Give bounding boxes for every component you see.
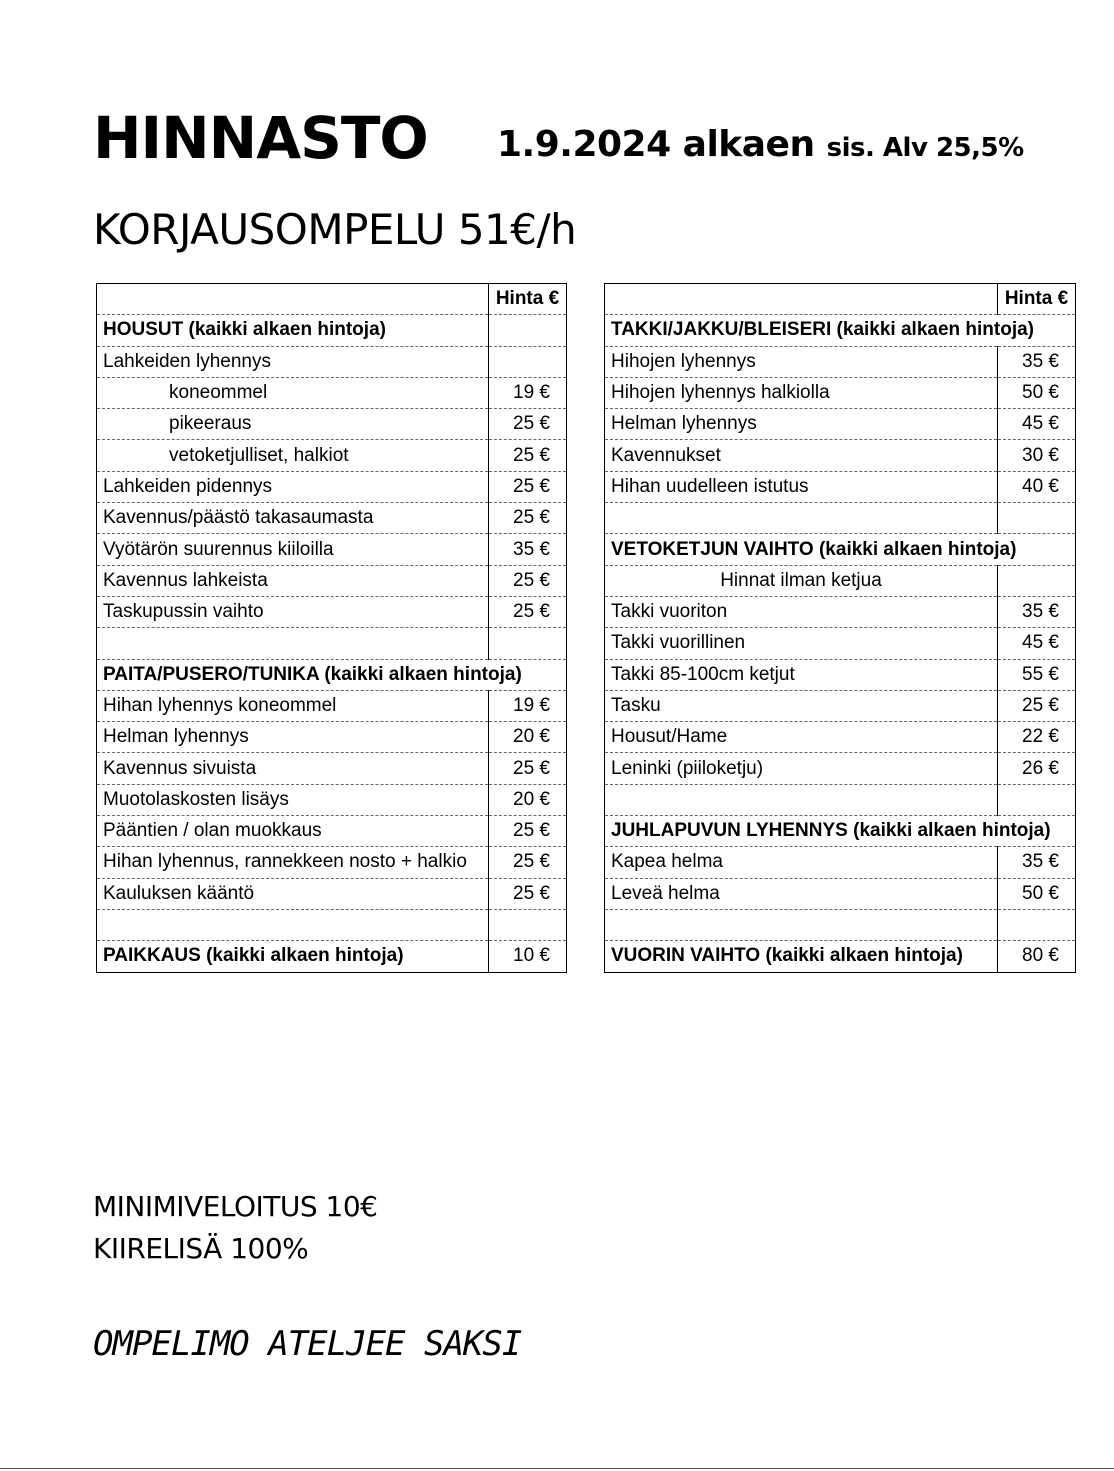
effective-date xyxy=(497,122,1024,171)
item-label: Muotolaskosten lisäys xyxy=(97,784,489,815)
item-price: 26 € xyxy=(998,753,1076,784)
price-table-right xyxy=(604,283,1076,973)
item-price: 30 € xyxy=(998,440,1076,471)
item-label: pikeeraus xyxy=(97,409,489,440)
item-price: 20 € xyxy=(489,784,567,815)
item-price: 25 € xyxy=(998,690,1076,721)
item-price: 25 € xyxy=(489,565,567,596)
table-row xyxy=(605,878,1076,909)
section-heading: HOUSUT (kaikki alkaen hintoja) xyxy=(97,315,489,346)
table-row xyxy=(97,784,567,815)
section-heading: PAITA/PUSERO/TUNIKA (kaikki alkaen hintoja) xyxy=(97,659,567,690)
item-price: 25 € xyxy=(489,596,567,627)
page-divider xyxy=(0,1468,1114,1469)
table-row xyxy=(605,628,1076,659)
shop-name: OMPELIMO ATELJEE SAKSI xyxy=(93,1324,522,1364)
item-price: 45 € xyxy=(998,409,1076,440)
date-text: 1.9.2024 alkaen xyxy=(497,124,815,165)
empty-row xyxy=(605,503,1076,534)
section-heading-row xyxy=(97,659,567,690)
table-row xyxy=(97,816,567,847)
item-label: Housut/Hame xyxy=(605,722,998,753)
table-row xyxy=(97,941,567,972)
section-heading-row xyxy=(97,315,567,346)
item-label: Kavennukset xyxy=(605,440,998,471)
item-label: Tasku xyxy=(605,690,998,721)
table-row xyxy=(605,596,1076,627)
page-title: HINNASTO xyxy=(93,104,428,172)
table-row xyxy=(97,596,567,627)
table-row xyxy=(605,753,1076,784)
table-row xyxy=(605,377,1076,408)
item-label: Kavennus lahkeista xyxy=(97,565,489,596)
item-price: 55 € xyxy=(998,659,1076,690)
item-price: 25 € xyxy=(489,753,567,784)
hourly-rate: KORJAUSOMPELU 51€/h xyxy=(93,205,577,254)
item-price: 35 € xyxy=(998,346,1076,377)
item-label: vetoketjulliset, halkiot xyxy=(97,440,489,471)
section-heading-row xyxy=(605,534,1076,565)
item-label: Hihan lyhennus, rannekkeen nosto + halkio xyxy=(97,847,489,878)
item-label: PAIKKAUS (kaikki alkaen hintoja) xyxy=(97,941,489,972)
empty-row xyxy=(97,909,567,940)
item-label: koneommel xyxy=(97,377,489,408)
item-label: Pääntien / olan muokkaus xyxy=(97,816,489,847)
table-row xyxy=(605,659,1076,690)
item-label: Hihan uudelleen istutus xyxy=(605,471,998,502)
table-row xyxy=(605,941,1076,972)
table-row xyxy=(97,753,567,784)
price-table-left xyxy=(96,283,567,973)
item-price: 80 € xyxy=(998,941,1076,972)
item-price: 35 € xyxy=(489,534,567,565)
item-label: Leninki (piiloketju) xyxy=(605,753,998,784)
item-price: 22 € xyxy=(998,722,1076,753)
empty-row xyxy=(605,909,1076,940)
table-row xyxy=(97,690,567,721)
table-row xyxy=(97,471,567,502)
section-heading: VETOKETJUN VAIHTO (kaikki alkaen hintoja) xyxy=(605,534,1076,565)
item-price: 25 € xyxy=(489,440,567,471)
item-price: 45 € xyxy=(998,628,1076,659)
table-row xyxy=(605,722,1076,753)
table-row xyxy=(605,847,1076,878)
item-price: 40 € xyxy=(998,471,1076,502)
table-header-row xyxy=(605,284,1076,315)
table-row xyxy=(605,440,1076,471)
item-price: 19 € xyxy=(489,690,567,721)
rush-fee: KIIRELISÄ 100% xyxy=(93,1232,309,1265)
item-label: Taskupussin vaihto xyxy=(97,596,489,627)
table-row xyxy=(605,471,1076,502)
item-label: Leveä helma xyxy=(605,878,998,909)
item-price: 19 € xyxy=(489,377,567,408)
vat-note: sis. Alv 25,5% xyxy=(826,133,1024,163)
table-row xyxy=(97,534,567,565)
item-label: VUORIN VAIHTO (kaikki alkaen hintoja) xyxy=(605,941,998,972)
table-row xyxy=(97,503,567,534)
table-row xyxy=(97,377,567,408)
table-row xyxy=(605,409,1076,440)
table-row xyxy=(97,847,567,878)
item-label: Takki vuorillinen xyxy=(605,628,998,659)
item-label: Takki vuoriton xyxy=(605,596,998,627)
item-label: Kavennus sivuista xyxy=(97,753,489,784)
item-price: 25 € xyxy=(489,816,567,847)
item-label: Kauluksen kääntö xyxy=(97,878,489,909)
table-row xyxy=(97,440,567,471)
item-label: Hihan lyhennys koneommel xyxy=(97,690,489,721)
table-row xyxy=(97,878,567,909)
item-price: 25 € xyxy=(489,503,567,534)
price-column-header: Hinta € xyxy=(489,284,567,315)
item-label: Vyötärön suurennus kiiloilla xyxy=(97,534,489,565)
section-heading-row xyxy=(605,315,1076,346)
table-row xyxy=(97,722,567,753)
table-row xyxy=(97,565,567,596)
table-row xyxy=(97,409,567,440)
item-price: 50 € xyxy=(998,377,1076,408)
item-label: Helman lyhennys xyxy=(97,722,489,753)
item-label: Hihojen lyhennys xyxy=(605,346,998,377)
section-heading: JUHLAPUVUN LYHENNYS (kaikki alkaen hintoja) xyxy=(605,816,1076,847)
item-label: Helman lyhennys xyxy=(605,409,998,440)
item-price: 25 € xyxy=(489,878,567,909)
item-price: 50 € xyxy=(998,878,1076,909)
item-label: Takki 85-100cm ketjut xyxy=(605,659,998,690)
minimum-charge: MINIMIVELOITUS 10€ xyxy=(93,1190,378,1223)
empty-row xyxy=(97,628,567,659)
table-row xyxy=(97,346,567,377)
table-row xyxy=(605,346,1076,377)
item-label: Kapea helma xyxy=(605,847,998,878)
item-label: Lahkeiden pidennys xyxy=(97,471,489,502)
note-row xyxy=(605,565,1076,596)
table-header-row xyxy=(97,284,567,315)
table-row xyxy=(605,690,1076,721)
empty-row xyxy=(605,784,1076,815)
section-heading-row xyxy=(605,816,1076,847)
item-label: Hihojen lyhennys halkiolla xyxy=(605,377,998,408)
item-price: 20 € xyxy=(489,722,567,753)
item-price: 35 € xyxy=(998,847,1076,878)
zipper-note: Hinnat ilman ketjua xyxy=(605,565,998,596)
item-price: 25 € xyxy=(489,409,567,440)
section-heading: TAKKI/JAKKU/BLEISERI (kaikki alkaen hintoja) xyxy=(605,315,1076,346)
price-column-header: Hinta € xyxy=(998,284,1076,315)
item-label: Kavennus/päästö takasaumasta xyxy=(97,503,489,534)
item-label: Lahkeiden lyhennys xyxy=(97,346,489,377)
item-price: 35 € xyxy=(998,596,1076,627)
item-price: 25 € xyxy=(489,847,567,878)
item-price: 25 € xyxy=(489,471,567,502)
item-price: 10 € xyxy=(489,941,567,972)
